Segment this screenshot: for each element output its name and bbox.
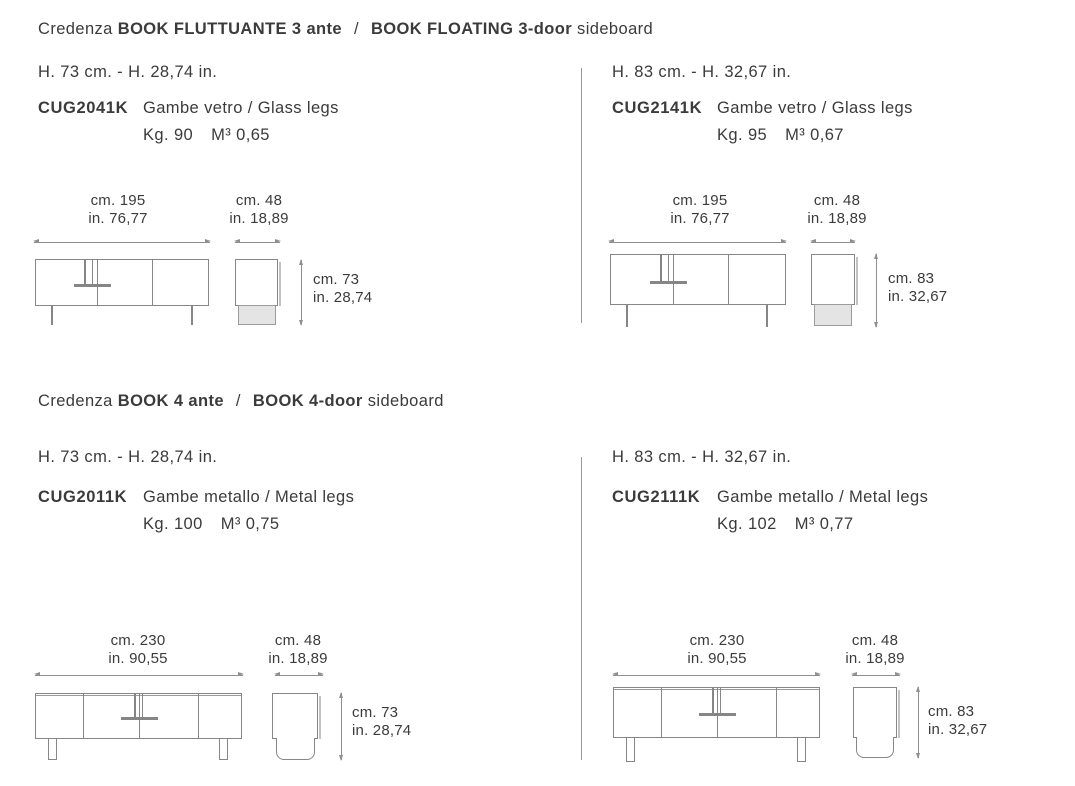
variant-height-spec: H. 73 cm. - H. 28,74 in. [38,63,218,81]
depth-dimension-line [852,675,900,676]
product-code: CUG2141K [612,99,703,117]
product-code: CUG2011K [38,488,128,506]
title-separator: / [353,20,359,38]
title-english-name: BOOK FLOATING 3-door [370,20,573,38]
legs-type-label: Gambe vetro / Glass legs [143,99,339,117]
handle-base-plate [699,713,736,716]
height-dimension-label [928,703,987,738]
variant-height-spec: H. 83 cm. - H. 32,67 in. [612,448,792,466]
dimension-cm-line: cm. 195 [672,192,728,209]
side-view [853,687,897,738]
dimension-cm-line: cm. 73 [352,704,399,721]
weight-value: Kg. 100 [143,515,203,533]
dimension-cm-line: cm. 230 [689,632,745,649]
volume-value: M³ 0,65 [211,126,270,144]
title-italian-name: BOOK 4 ante [117,392,224,410]
dimension-in-line: in. 18,89 [268,649,328,667]
title-english-name: BOOK 4-door [252,392,363,410]
dimension-cm-line: cm. 83 [888,270,935,287]
variant-height-spec: H. 73 cm. - H. 28,74 in. [38,448,218,466]
title-prefix: Credenza [38,392,113,410]
dimension-cm-line: cm. 48 [813,192,861,209]
dimension-in-line: in. 28,74 [313,288,373,306]
dimension-in-line: in. 32,67 [928,720,988,738]
weight-value: Kg. 90 [143,126,194,144]
volume-value: M³ 0,75 [220,515,280,533]
dimension-cm-line: cm. 230 [110,632,166,649]
handle-bar [712,688,714,715]
dimension-cm-line: cm. 83 [928,703,975,720]
dimension-in-line: in. 28,74 [352,721,412,739]
dimension-cm-line: cm. 48 [235,192,283,209]
dimension-in-line: in. 32,67 [888,287,948,305]
dimension-cm-line: cm. 48 [851,632,899,649]
volume-value: M³ 0,77 [794,515,854,533]
volume-value: M³ 0,67 [785,126,844,144]
dimension-in-line: in. 18,89 [845,649,905,667]
legs-type-label: Gambe vetro / Glass legs [717,99,913,117]
weight-value: Kg. 95 [717,126,768,144]
dimension-in-line: in. 76,77 [88,209,148,227]
weight-value: Kg. 102 [717,515,777,533]
handle-bar [720,688,722,715]
door-division-line [661,688,662,737]
side-view-base [856,737,894,758]
variant-height-spec: H. 83 cm. - H. 32,67 in. [612,63,792,81]
legs-type-label: Gambe metallo / Metal legs [143,488,355,506]
dimension-cm-line: cm. 73 [313,271,360,288]
title-suffix: sideboard [577,20,654,38]
dimension-in-line: in. 18,89 [229,209,289,227]
title-separator: / [235,392,241,410]
door-division-line [776,688,777,737]
dimension-in-line: in. 18,89 [807,209,867,227]
width-dimension-line [613,675,820,676]
height-dimension-line [918,687,919,758]
product-code: CUG2111K [612,488,701,506]
dimension-cm-line: cm. 195 [90,192,146,209]
dimension-in-line: in. 76,77 [670,209,730,227]
front-right-leg [797,737,806,762]
product-code: CUG2041K [38,99,129,117]
dimension-cm-line: cm. 48 [274,632,322,649]
title-italian-name: BOOK FLUTTUANTE 3 ante [117,20,342,38]
front-left-leg [626,737,635,762]
dimension-in-line: in. 90,55 [687,649,747,667]
front-view [613,687,820,738]
legs-type-label: Gambe metallo / Metal legs [717,488,929,506]
dimension-in-line: in. 90,55 [108,649,168,667]
width-dimension-label [647,632,787,667]
title-prefix: Credenza [38,20,113,38]
depth-dimension-label [805,632,945,667]
title-suffix: sideboard [367,392,444,410]
